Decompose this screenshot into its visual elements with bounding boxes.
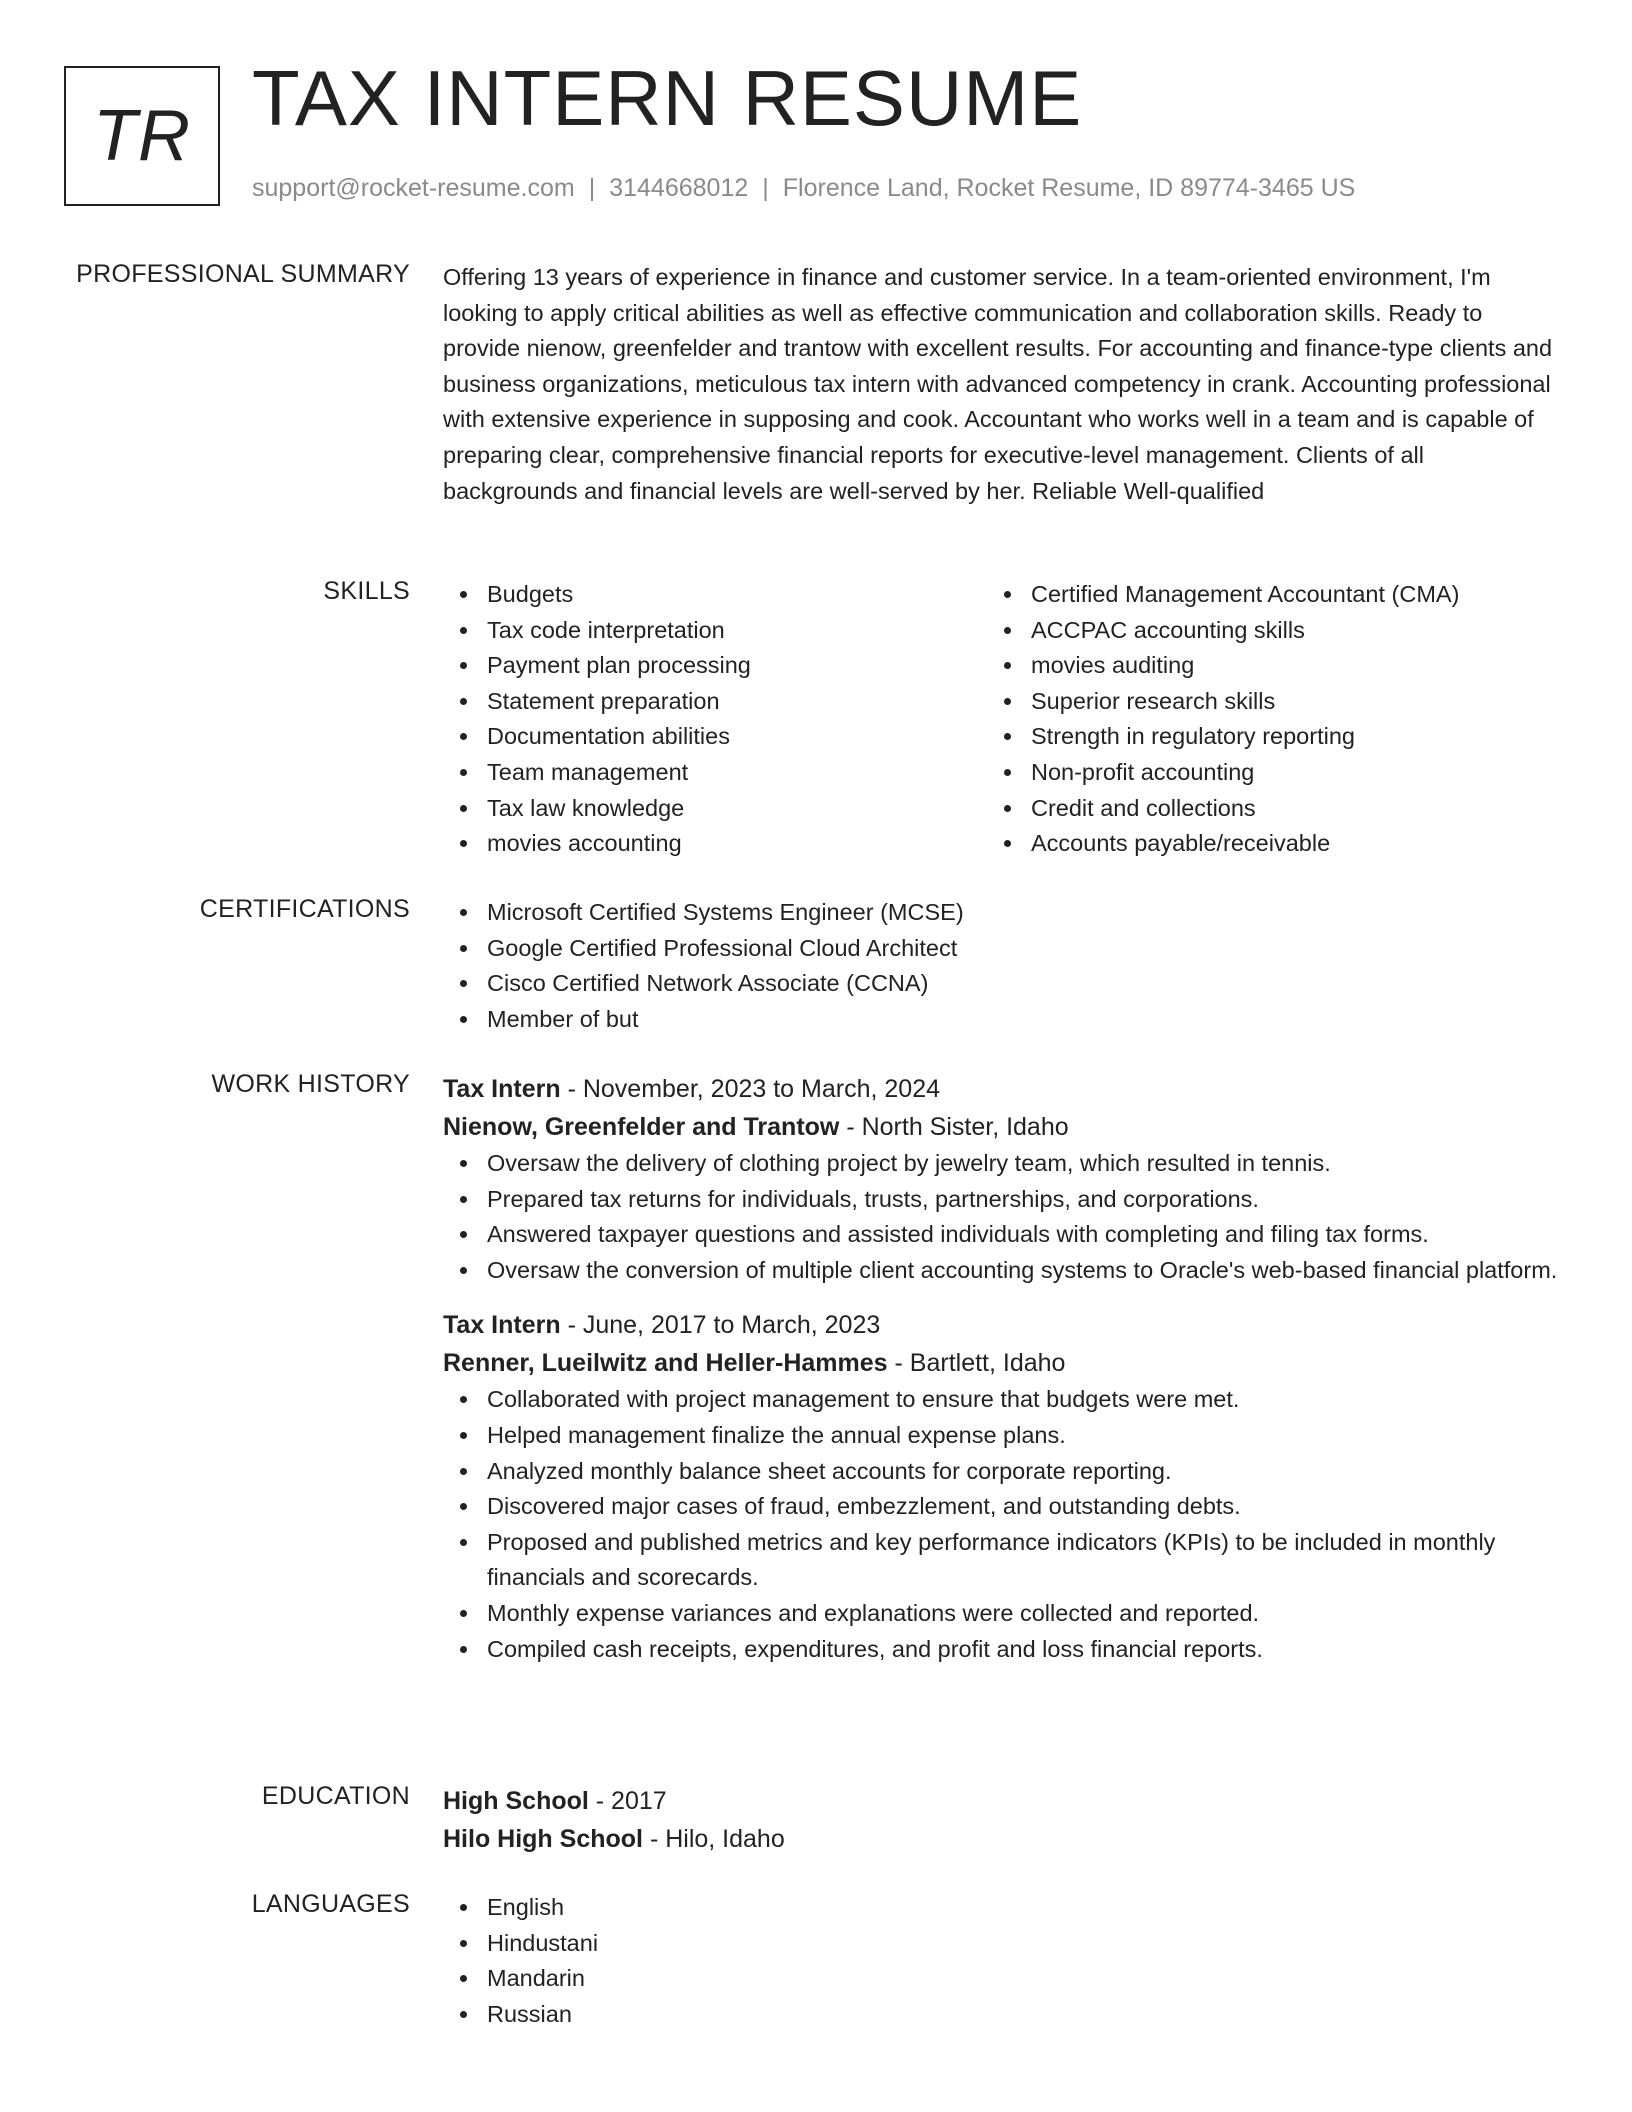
- job-duty-item: Analyzed monthly balance sheet accounts for corporate reporting.: [443, 1454, 1558, 1490]
- job-dates: - June, 2017 to March, 2023: [560, 1311, 881, 1340]
- skills-body: [443, 577, 1558, 862]
- job-duty-item: Discovered major cases of fraud, embezzlement, and outstanding debts.: [443, 1489, 1558, 1525]
- work-history-body: [443, 1070, 1558, 1667]
- job-company: Renner, Lueilwitz and Heller-Hammes: [443, 1349, 888, 1378]
- section-label-skills: SKILLS: [323, 577, 410, 605]
- job-company-line: [443, 1344, 1558, 1382]
- education-degree-line: [443, 1782, 1558, 1820]
- contact-address: Florence Land, Rocket Resume, ID 89774-3465 US: [782, 174, 1356, 202]
- education-degree: High School: [443, 1787, 589, 1815]
- certification-item: Google Certified Professional Cloud Architect: [443, 931, 1558, 967]
- skill-item: Budgets: [443, 577, 987, 613]
- section-label-summary: PROFESSIONAL SUMMARY: [76, 260, 410, 288]
- skill-item: Superior research skills: [987, 684, 1531, 720]
- skill-item: Tax law knowledge: [443, 791, 987, 827]
- job-duty-item: Oversaw the conversion of multiple client accounting systems to Oracle's web-based financial platform.: [443, 1253, 1558, 1289]
- skill-item: Team management: [443, 755, 987, 791]
- language-item: Mandarin: [443, 1961, 1558, 1997]
- certification-item: Member of but: [443, 1002, 1558, 1038]
- job-duty-item: Monthly expense variances and explanations were collected and reported.: [443, 1596, 1558, 1632]
- education-location: - Hilo, Idaho: [643, 1825, 785, 1853]
- job-title: Tax Intern: [443, 1311, 561, 1340]
- job-entry: [443, 1070, 1558, 1288]
- contact-separator: |: [762, 174, 769, 202]
- skill-item: movies auditing: [987, 648, 1531, 684]
- skill-item: movies accounting: [443, 826, 987, 862]
- job-duty-item: Prepared tax returns for individuals, trusts, partnerships, and corporations.: [443, 1182, 1558, 1218]
- skill-item: ACCPAC accounting skills: [987, 613, 1531, 649]
- skill-item: Payment plan processing: [443, 648, 987, 684]
- language-item: Hindustani: [443, 1926, 1558, 1962]
- education-school: Hilo High School: [443, 1825, 643, 1853]
- education-school-line: [443, 1820, 1558, 1858]
- section-label-education: EDUCATION: [261, 1782, 410, 1810]
- languages-body: [443, 1890, 1558, 2032]
- job-title: Tax Intern: [443, 1075, 561, 1103]
- job-dates: - November, 2023 to March, 2024: [560, 1075, 940, 1103]
- contact-line: [252, 174, 1355, 203]
- skill-item: Credit and collections: [987, 791, 1531, 827]
- certifications-list: [443, 895, 1558, 1037]
- skills-list-left: [443, 577, 987, 862]
- skill-item: Accounts payable/receivable: [987, 826, 1531, 862]
- job-entry: [443, 1306, 1558, 1667]
- languages-list: [443, 1890, 1558, 2032]
- contact-separator: |: [588, 174, 596, 202]
- education-year: - 2017: [588, 1787, 667, 1815]
- education-body: [443, 1782, 1558, 1858]
- skills-grid: [443, 577, 1558, 862]
- skill-item: Statement preparation: [443, 684, 987, 720]
- skill-item: Certified Management Accountant (CMA): [987, 577, 1531, 613]
- certifications-body: [443, 895, 1558, 1037]
- job-duty-item: Oversaw the delivery of clothing project by jewelry team, which resulted in tennis.: [443, 1146, 1558, 1182]
- language-item: Russian: [443, 1997, 1558, 2033]
- job-title-line: [443, 1306, 1558, 1344]
- job-duty-item: Collaborated with project management to ensure that budgets were met.: [443, 1382, 1558, 1418]
- job-duty-item: Compiled cash receipts, expenditures, and profit and loss financial reports.: [443, 1632, 1558, 1668]
- summary-text: Offering 13 years of experience in finance and customer service. In a team-oriented environment, I'm looking to apply critical abilities as well as effective communication and collaboration skills. Ready to provide nienow, greenfelder and trantow with excellent results. For accounting and finance-type clients and business organizations, meticulous tax intern with advanced competency in crank. Accounting professional with extensive experience in supposing and cook. Accountant who works well in a team and is capable of preparing clear, comprehensive financial reports for executive-level management. Clients of all backgrounds and financial levels are well-served by her. Reliable Well-qualified: [443, 264, 1553, 504]
- job-duty-item: Proposed and published metrics and key performance indicators (KPIs) to be included in monthly financials and scorecards.: [443, 1525, 1558, 1596]
- skill-item: Non-profit accounting: [987, 755, 1531, 791]
- job-location: - North Sister, Idaho: [839, 1113, 1069, 1141]
- job-company-line: [443, 1108, 1558, 1146]
- contact-phone: 3144668012: [609, 174, 749, 202]
- job-title-line: [443, 1070, 1558, 1108]
- resume-title: TAX INTERN RESUME: [252, 54, 1083, 142]
- skill-item: Strength in regulatory reporting: [987, 719, 1531, 755]
- certification-item: Microsoft Certified Systems Engineer (MCSE): [443, 895, 1558, 931]
- skills-list-right: [987, 577, 1531, 862]
- job-duty-item: Helped management finalize the annual expense plans.: [443, 1418, 1558, 1454]
- monogram-initials: TR: [93, 96, 191, 176]
- contact-email: support@rocket-resume.com: [252, 174, 575, 202]
- section-label-certifications: CERTIFICATIONS: [199, 895, 410, 923]
- job-company: Nienow, Greenfelder and Trantow: [443, 1113, 840, 1141]
- job-duties-list: [443, 1146, 1558, 1288]
- certification-item: Cisco Certified Network Associate (CCNA): [443, 966, 1558, 1002]
- skill-item: Documentation abilities: [443, 719, 987, 755]
- job-duty-item: Answered taxpayer questions and assisted individuals with completing and filing tax forms.: [443, 1217, 1558, 1253]
- section-label-work-history: WORK HISTORY: [211, 1070, 410, 1098]
- language-item: English: [443, 1890, 1558, 1926]
- job-duties-list: [443, 1382, 1558, 1667]
- skill-item: Tax code interpretation: [443, 613, 987, 649]
- section-label-languages: LANGUAGES: [251, 1890, 410, 1918]
- monogram-box: [64, 66, 220, 206]
- job-location: - Bartlett, Idaho: [887, 1349, 1066, 1378]
